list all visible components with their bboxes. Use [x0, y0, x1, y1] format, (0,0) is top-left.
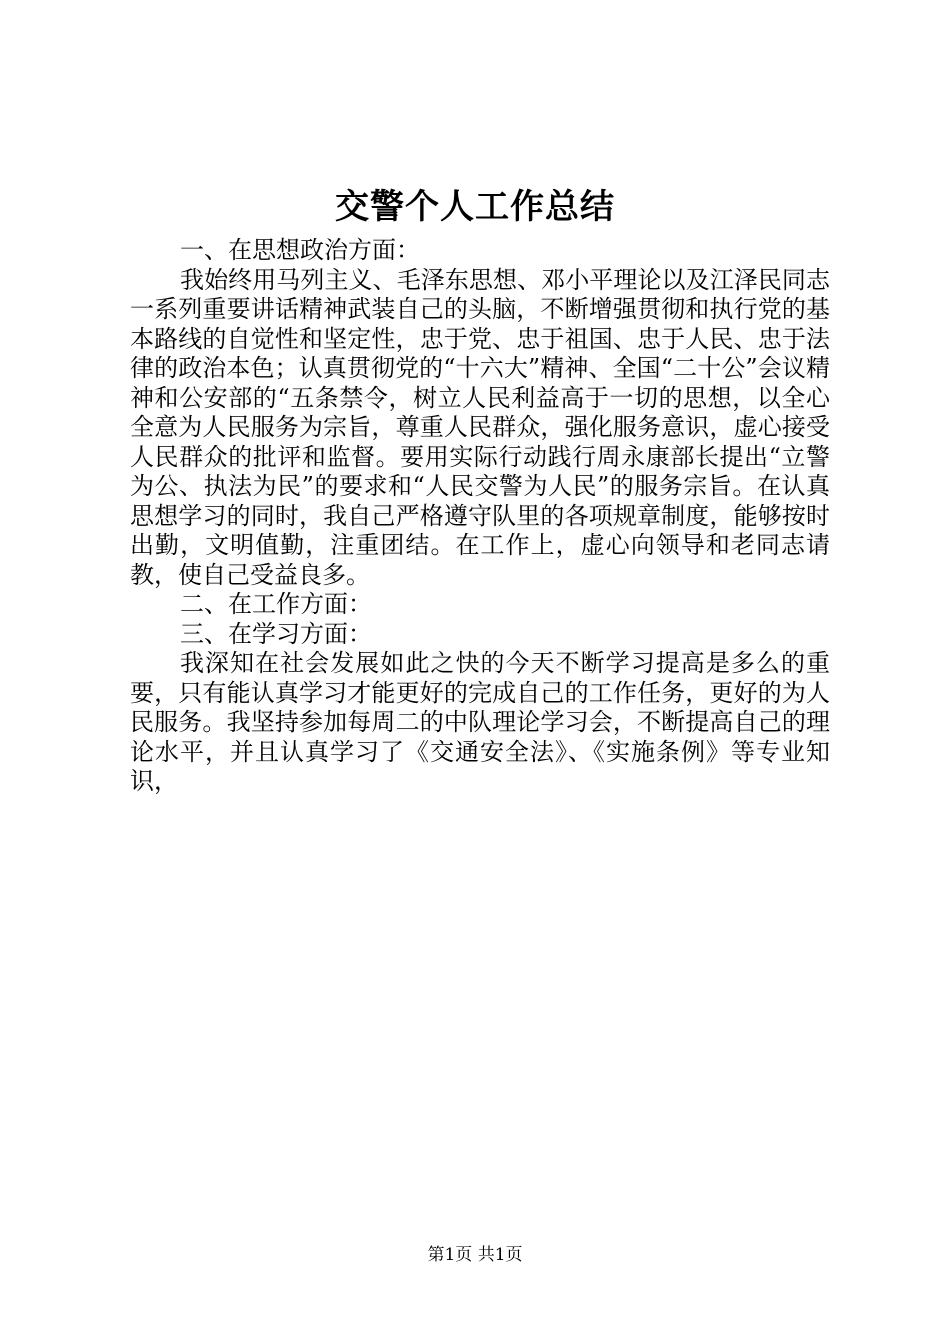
section-heading-ideology: 一、在思想政治方面： [180, 236, 420, 264]
paragraph-ideology: 我始终用马列主义、毛泽东思想、邓小平理论以及江泽民同志一系列重要讲话精神武装自己的头脑，不断增强贯彻和执行党的基本路线的自觉性和坚定性，忠于党、忠于祖国、忠于人民、忠于法律的政治本色；认真贯彻党的“十六大”精神、全国“二十公”会议精神和公安部的“五条禁令，树立人民利益高于一切的思想，以全心全意为人民服务为宗旨，尊重人民群众，强化服务意识，虚心接受人民群众的批评和监督。要用实际行动践行周永康部长提出“立警为公、执法为民”的要求和“人民交警为人民”的服务宗旨。在认真思想学习的同时，我自己严格遵守队里的各项规章制度，能够按时出勤，文明值勤，注重团结。在工作上，虚心向领导和老同志请教，使自己受益良多。 [130, 265, 830, 589]
paragraph-study: 我深知在社会发展如此之快的今天不断学习提高是多么的重要，只有能认真学习才能更好的完成自己的工作任务，更好的为人民服务。我坚持参加每周二的中队理论学习会，不断提高自己的理论水平，并且认真学习了《交通安全法》、《实施条例》等专业知识， [130, 649, 830, 795]
section-heading-work: 二、在工作方面： [180, 590, 372, 618]
document-title: 交警个人工作总结 [335, 187, 615, 227]
document-body [130, 236, 830, 797]
section-heading-study: 三、在学习方面： [180, 619, 372, 648]
page-footer: 第1页 共1页 [427, 1245, 523, 1265]
